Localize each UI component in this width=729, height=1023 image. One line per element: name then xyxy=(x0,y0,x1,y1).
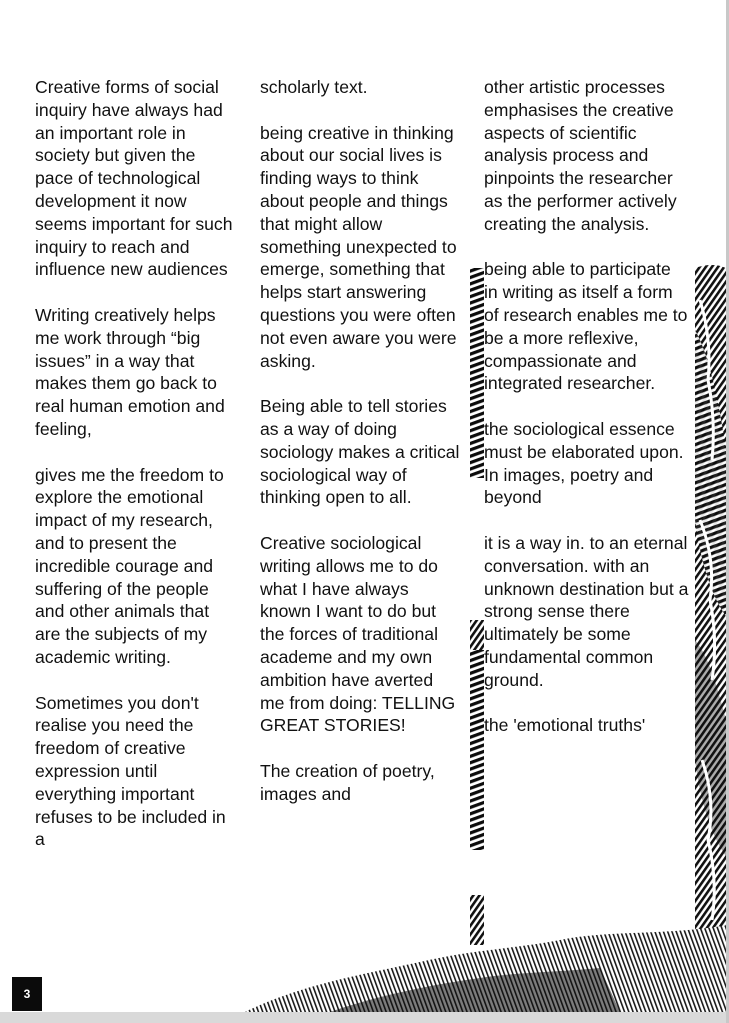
paragraph: other artistic processes emphasises the creative aspects of scientific analysis process and pinpoints the researcher as the performer actively creating the analysis. xyxy=(484,77,677,234)
paragraph: Sometimes you don't realise you need the freedom of creative expression until everything important refuses to be included in a xyxy=(35,692,226,850)
page-number: 3 xyxy=(12,977,42,1011)
paragraph: being able to participate in writing as itself a form of research enables me to be a more reflexive, compassionate and integrated researcher. xyxy=(484,259,688,394)
paragraph: scholarly text. xyxy=(260,77,368,97)
paragraph: it is a way in. to an eternal conversation. with an unknown destination but a strong sense there ultimately be some fundamental common ground. xyxy=(484,532,689,690)
text-column-2 xyxy=(260,76,460,828)
bottom-border xyxy=(0,1012,729,1023)
paragraph: being creative in thinking about our social lives is finding ways to think about people and things that might allow something unexpected to emerge, something that helps start answering questions you were often not even aware you were asking. xyxy=(260,122,457,371)
paragraph: Creative sociological writing allows me to do what I have always known I want to do but the forces of traditional academe and my own ambition have averted me from doing: TELLING GREAT STORIES! xyxy=(260,532,456,736)
text-column-3 xyxy=(484,76,689,760)
paragraph: Creative forms of social inquiry have always had an important role in society but given the pace of technological development it now seems important for such inquiry to reach and influence new audiences xyxy=(35,77,233,280)
paragraph: the sociological essence must be elaborated upon. In images, poetry and beyond xyxy=(484,418,684,508)
paragraph: Being able to tell stories as a way of doing sociology makes a critical sociological way of thinking open to all. xyxy=(260,396,460,508)
paragraph: The creation of poetry, images and xyxy=(260,760,435,804)
paragraph: the 'emotional truths' xyxy=(484,715,646,736)
text-column-1 xyxy=(35,76,235,874)
paragraph: Writing creatively helps me work through “big issues” in a way that makes them go back to real human emotion and feeling, xyxy=(35,304,225,439)
paragraph: gives me the freedom to explore the emotional impact of my research, and to present the incredible courage and suffering of the people and other animals that are the subjects of my academic writing. xyxy=(35,464,224,667)
